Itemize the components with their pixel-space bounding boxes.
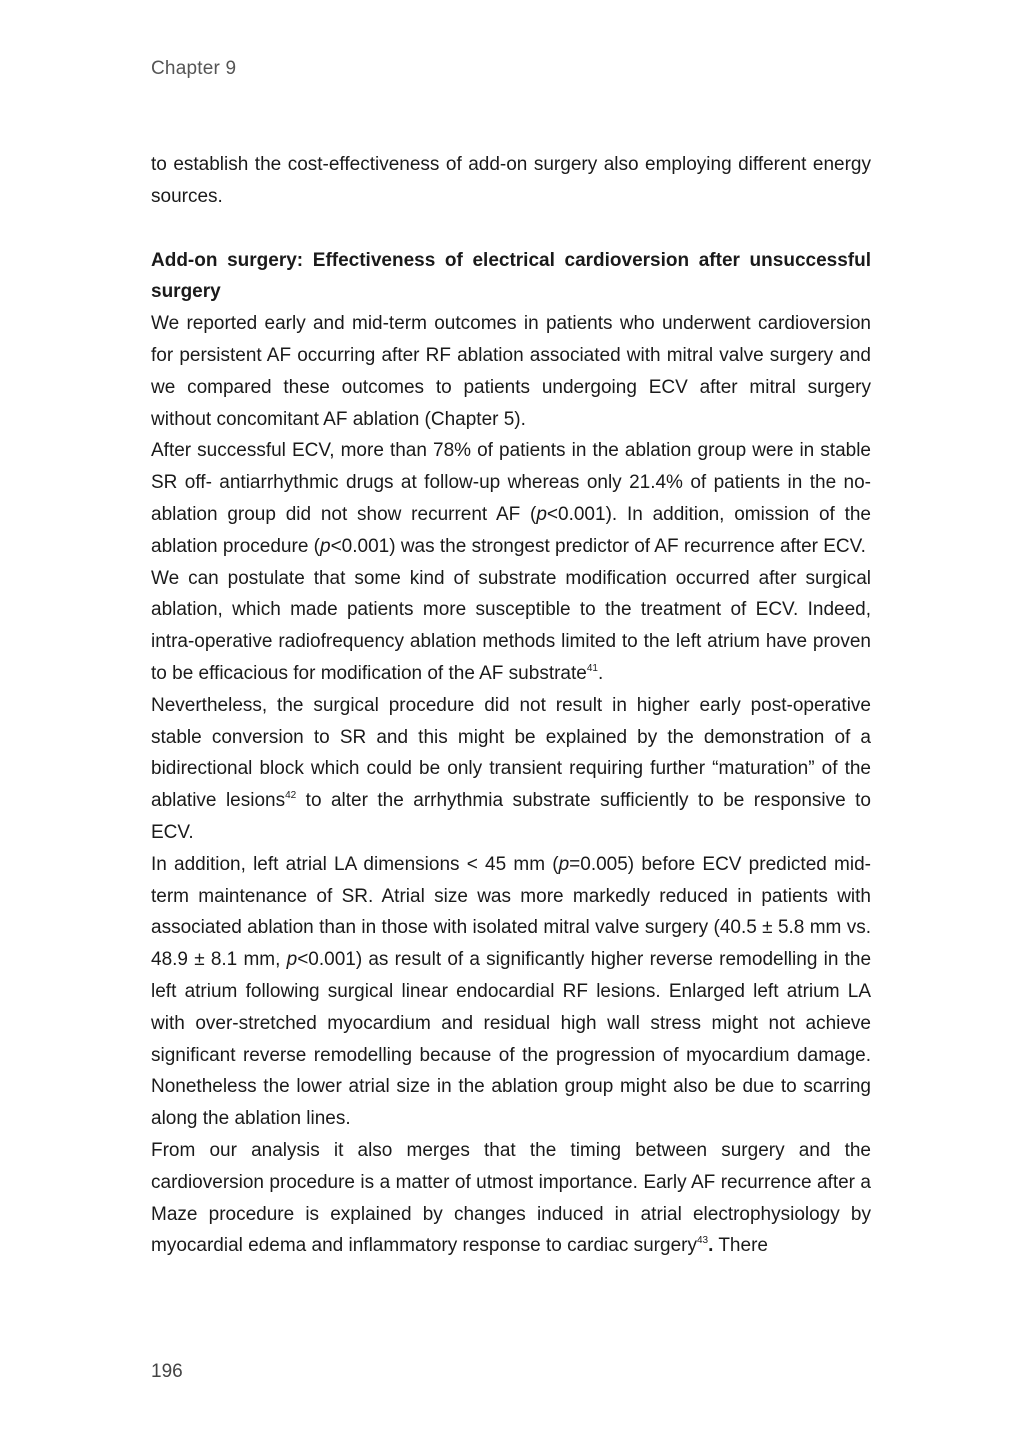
text-run: Nevertheless, the surgical procedure did not result in higher early post-operative stable conversion to SR and this might be explained by the demonstration of a bidirectional block which could be only transient requiring further “maturation” of the ablative lesions (151, 694, 871, 812)
text-run: . (597, 662, 604, 684)
paragraph-1: We reported early and mid-term outcomes in patients who underwent cardioversion for persistent AF occurring after RF ablation associated with mitral valve surgery and we compared these outcomes to patients undergoing ECV after mitral surgery without concomitant AF ablation (Chapter 5). (151, 313, 871, 430)
p-value-symbol: p (536, 503, 547, 525)
running-header: Chapter 9 (151, 58, 237, 79)
paragraph-3 (151, 563, 871, 690)
text-run: We can postulate that some kind of substrate modification occurred after surgical ablation, which made patients more susceptible to the treatment of ECV. Indeed, intra-operative radiofrequency ablation methods limited to the left atrium have proven to be efficacious for modification of the AF substrate (151, 567, 871, 684)
p-value-symbol: p (558, 853, 570, 875)
paragraph-2 (151, 435, 871, 562)
p-value-symbol: p (286, 949, 298, 971)
paragraph-gap (151, 213, 871, 245)
body-text (151, 149, 871, 1262)
page-number: 196 (151, 1361, 183, 1382)
reference-superscript: 41 (586, 662, 598, 674)
paragraph-6 (151, 1135, 871, 1262)
paragraph-5 (151, 849, 871, 1135)
text-run: =0.005) before ECV predicted mid-term maintenance of SR. Atrial size was more markedly reduced in patients with associated ablation than in those with isolated mitral valve surgery (40.5 ± 5.8 mm vs. 48.9 ± 8.1 mm, (151, 853, 871, 971)
section-heading: Add-on surgery: Effectiveness of electrical cardioversion after unsuccessful surgery (151, 249, 871, 303)
intro-paragraph: to establish the cost-effectiveness of add-on surgery also employing different energy sources. (151, 154, 871, 207)
text-run: There (713, 1235, 768, 1257)
text-run: In addition, left atrial LA dimensions < 45 mm ( (151, 853, 559, 875)
p-value-symbol: p (320, 535, 331, 557)
text-run: From our analysis it also merges that the timing between surgery and the cardioversion procedure is a matter of utmost importance. Early AF recurrence after a Maze procedure is explained by changes induced in atrial electrophysiology by myocardial edema and inflammatory response to cardiac surgery (151, 1139, 871, 1257)
text-run: <0.001) as result of a significantly higher reverse remodelling in the left atrium following surgical linear endocardial RF lesions. Enlarged left atrium LA with over-stretched myocardium and residual high wall stress might not achieve significant reverse remodelling because of the progression of myocardium damage. Nonetheless the lower atrial size in the ablation group might also be due to scarring along the ablation lines. (151, 949, 872, 1130)
text-run: <0.001). In addition, omission of the ablation procedure ( (151, 503, 871, 557)
reference-superscript: 42 (285, 790, 297, 802)
text-run: to alter the arrhythmia substrate sufficiently to be responsive to ECV. (151, 790, 871, 843)
paragraph-4 (151, 690, 871, 849)
text-run: After successful ECV, more than 78% of patients in the ablation group were in stable SR off- antiarrhythmic drugs at follow-up whereas only 21.4% of patients in the no-ablation group did not show recurrent AF ( (151, 440, 871, 525)
text-run: <0.001) was the strongest predictor of AF recurrence after ECV. (330, 535, 866, 557)
bold-period: . (708, 1235, 714, 1257)
reference-superscript: 43 (696, 1235, 709, 1247)
